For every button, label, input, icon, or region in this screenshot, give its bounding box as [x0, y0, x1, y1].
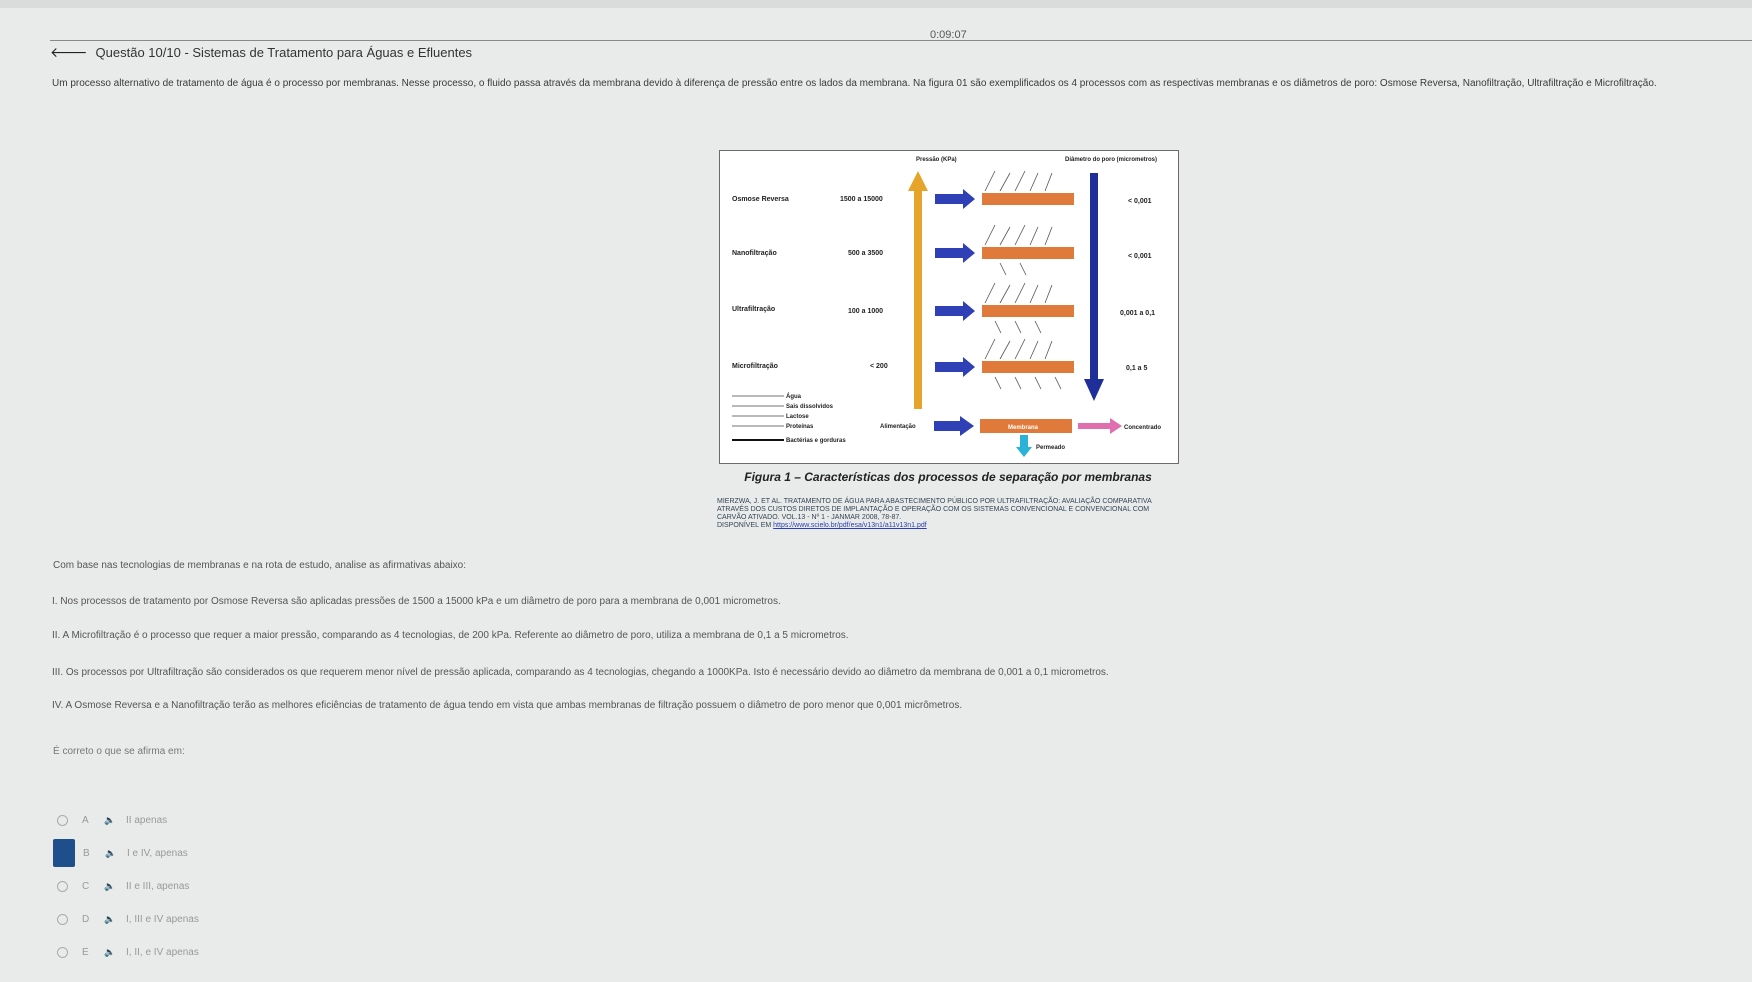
option-e[interactable]	[57, 941, 199, 963]
option-text: II apenas	[126, 814, 168, 826]
membrane-bar	[982, 193, 1074, 205]
back-arrow-icon[interactable]: 🡐	[50, 43, 88, 60]
figure-caption: Figura 1 – Características dos processos de separação por membranas	[744, 470, 1152, 484]
membrane-diagram	[720, 151, 1178, 463]
permeate-label: Permeado	[1036, 445, 1066, 451]
pore-value: < 0,001	[1128, 198, 1152, 205]
question-title: Questão 10/10 - Sistemas de Tratamento para Águas e Efluentes	[95, 44, 473, 60]
option-text: I, II, e IV apenas	[126, 946, 199, 958]
statement-ii: II. A Microfiltração é o processo que requer a maior pressão, comparando as 4 tecnologias, de 200 kPa. Referente ao diâmetro de poro, utiliza a membrana de 0,1 a 5 micrometros.	[52, 630, 849, 641]
pressure-value: 500 a 3500	[848, 250, 884, 257]
option-letter: C	[82, 880, 90, 892]
pore-arrow-icon	[1084, 173, 1104, 401]
feed-arrow-icon	[935, 189, 975, 209]
legend-item: Água	[786, 394, 801, 400]
pore-value: 0,1 a 5	[1126, 365, 1148, 372]
membrane-bar	[982, 247, 1074, 259]
process-label: Microfiltração	[732, 363, 778, 370]
radio-button-selected[interactable]	[53, 839, 75, 867]
top-bar	[0, 0, 1752, 8]
statement-iv: IV. A Osmose Reversa e a Nanofiltração terão as melhores eficiências de tratamento de água tendo em vista que ambas membranas de filtração possuem o diâmetro de poro menor que 0,001 micrômetros.	[52, 700, 963, 711]
option-letter: D	[82, 913, 90, 925]
option-d[interactable]	[57, 908, 199, 930]
option-a[interactable]	[57, 809, 167, 831]
feed-arrow-icon	[934, 416, 974, 436]
pressure-header: Pressão (KPa)	[916, 157, 957, 163]
radio-button[interactable]	[57, 881, 68, 892]
flow-lines	[985, 171, 1052, 191]
option-text: I, III e IV apenas	[126, 913, 199, 925]
legend-item: Bactérias e gorduras	[786, 438, 846, 444]
feed-arrow-icon	[935, 357, 975, 377]
figure-reference	[717, 498, 1159, 530]
statements-lead: Com base nas tecnologias de membranas e na rota de estudo, analise as afirmativas abaixo:	[53, 560, 467, 571]
pressure-arrow-icon	[908, 171, 928, 409]
option-b[interactable]	[57, 842, 188, 864]
option-text: I e IV, apenas	[127, 847, 188, 859]
radio-button[interactable]	[57, 947, 68, 958]
statement-i: I. Nos processos de tratamento por Osmose Reversa são aplicadas pressões de 1500 a 15000 kPa e um diâmetro de poro para a membrana de 0,001 micrometros.	[52, 596, 781, 607]
pressure-value: 100 a 1000	[848, 308, 884, 315]
radio-button[interactable]	[57, 815, 68, 826]
speaker-icon[interactable]: 🔈	[104, 880, 116, 891]
option-letter: B	[83, 847, 90, 859]
process-label: Nanofiltração	[732, 250, 777, 257]
speaker-icon[interactable]: 🔈	[104, 913, 116, 924]
timer: 0:09:07	[930, 29, 967, 41]
concentrate-label: Concentrado	[1124, 425, 1162, 431]
process-label: Ultrafiltração	[732, 306, 776, 313]
legend-item: Proteínas	[786, 424, 814, 430]
feed-arrow-icon	[935, 301, 975, 321]
option-letter: E	[82, 946, 89, 958]
pore-header: Diâmetro do poro (micrometros)	[1065, 157, 1158, 163]
pressure-value: < 200	[870, 363, 888, 370]
legend-item: Lactose	[786, 414, 809, 420]
reference-link[interactable]: https://www.scielo.br/pdf/esa/v13n1/a11v13n1.pdf	[773, 522, 927, 529]
feed-arrow-icon	[935, 243, 975, 263]
statement-iii: III. Os processos por Ultrafiltração são considerados os que requerem menor nível de pressão aplicada, comparando as 4 tecnologias, chegando a 1000KPa. Isto é necessário devido ao diâmetro da membrana de 0,001 a 0,1 micrometros.	[52, 667, 1109, 678]
membrane-bar	[982, 361, 1074, 373]
membrane-bar	[982, 305, 1074, 317]
question-header	[50, 40, 1752, 63]
membrane-label: Membrana	[1008, 425, 1039, 431]
concentrate-arrow-icon	[1078, 418, 1122, 434]
option-text: II e III, apenas	[126, 880, 190, 892]
speaker-icon[interactable]: 🔈	[104, 814, 116, 825]
reference-prefix: DISPONÍVEL EM	[717, 522, 772, 529]
question-intro: Um processo alternativo de tratamento de água é o processo por membranas. Nesse processo, o fluido passa através da membrana devido à diferença de pressão entre os lados da membrana. Na figura 01 são exemplificados os 4 processos com as respectivas membranas e os diâmetros de poro: Osmose Reversa, Nanofiltração, Ultrafiltração e Microfiltração.	[52, 78, 1657, 89]
radio-button[interactable]	[57, 914, 68, 925]
permeate-arrow-icon	[1016, 435, 1032, 457]
pore-value: < 0,001	[1128, 253, 1152, 260]
pressure-value: 1500 a 15000	[840, 196, 883, 203]
option-letter: A	[82, 814, 89, 826]
question-prompt: É correto o que se afirma em:	[53, 746, 185, 757]
membrane-figure	[719, 150, 1179, 464]
pore-value: 0,001 a 0,1	[1120, 310, 1156, 317]
speaker-icon[interactable]: 🔈	[105, 847, 117, 858]
process-label: Osmose Reversa	[732, 196, 789, 203]
speaker-icon[interactable]: 🔈	[104, 946, 116, 957]
feed-label: Alimentação	[880, 424, 916, 430]
legend-item: Sais dissolvidos	[786, 404, 834, 410]
reference-text: MIERZWA, J. ET AL. TRATAMENTO DE ÁGUA PARA ABASTECIMENTO PÚBLICO POR ULTRAFILTRAÇÃO: AVALIAÇÃO COMPARATIVA ATRAVÉS DOS CUSTOS DIRETOS DE IMPLANTAÇÃO E OPERAÇÃO COM OS SISTEMAS CONVENCIONAL E CONVENCIONAL COM CARVÃO ATIVADO. VOL.13 - Nº 1 - JANMAR 2008, 78-87.	[717, 498, 1152, 521]
option-c[interactable]	[57, 875, 189, 897]
